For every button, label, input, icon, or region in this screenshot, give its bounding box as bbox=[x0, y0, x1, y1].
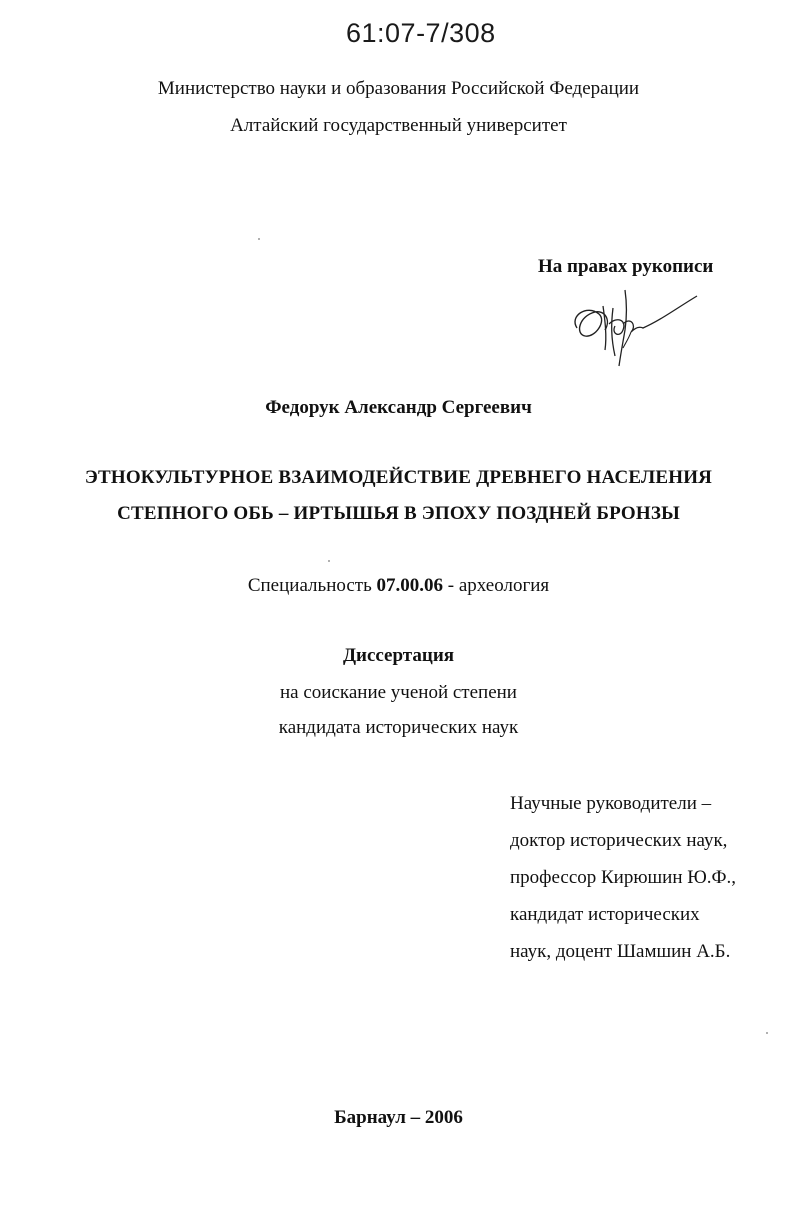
specialty-code: 07.00.06 bbox=[376, 575, 443, 596]
degree-line-2: кандидата исторических наук bbox=[278, 717, 519, 738]
advisors-line: доктор исторических наук, bbox=[510, 830, 728, 851]
university-name: Алтайский государственный университет bbox=[230, 115, 567, 136]
author-name: Федорук Александр Сергеевич bbox=[265, 397, 532, 418]
specialty bbox=[0, 575, 797, 597]
manuscript-rights: На правах рукописи bbox=[538, 256, 714, 277]
dissertation-title-line-1: ЭТНОКУЛЬТУРНОЕ ВЗАИМОДЕЙСТВИЕ ДРЕВНЕГО НАСЕЛЕНИЯ bbox=[84, 467, 713, 488]
scan-speck bbox=[328, 560, 330, 562]
specialty-suffix: - археология bbox=[443, 575, 550, 596]
scan-speck bbox=[258, 238, 260, 240]
dissertation-title-line-2: СТЕПНОГО ОБЬ – ИРТЫШЬЯ В ЭПОХУ ПОЗДНЕЙ БРОНЗЫ bbox=[117, 503, 680, 524]
signature-icon bbox=[565, 286, 705, 370]
scan-speck bbox=[766, 1032, 768, 1034]
advisors-line: наук, доцент Шамшин А.Б. bbox=[510, 941, 731, 962]
advisors-line: Научные руководители – bbox=[510, 793, 712, 814]
advisors-line: кандидат исторических bbox=[510, 904, 700, 925]
advisors-block bbox=[510, 785, 736, 970]
city-year: Барнаул – 2006 bbox=[334, 1107, 463, 1128]
degree-line-1: на соискание ученой степени bbox=[280, 682, 517, 703]
ministry-name: Министерство науки и образования Российской Федерации bbox=[157, 78, 640, 99]
specialty-prefix: Специальность bbox=[247, 575, 377, 596]
dissertation-label: Диссертация bbox=[342, 645, 455, 666]
catalog-number: 61:07-7/308 bbox=[346, 18, 496, 48]
advisors-line: профессор Кирюшин Ю.Ф., bbox=[510, 867, 737, 888]
